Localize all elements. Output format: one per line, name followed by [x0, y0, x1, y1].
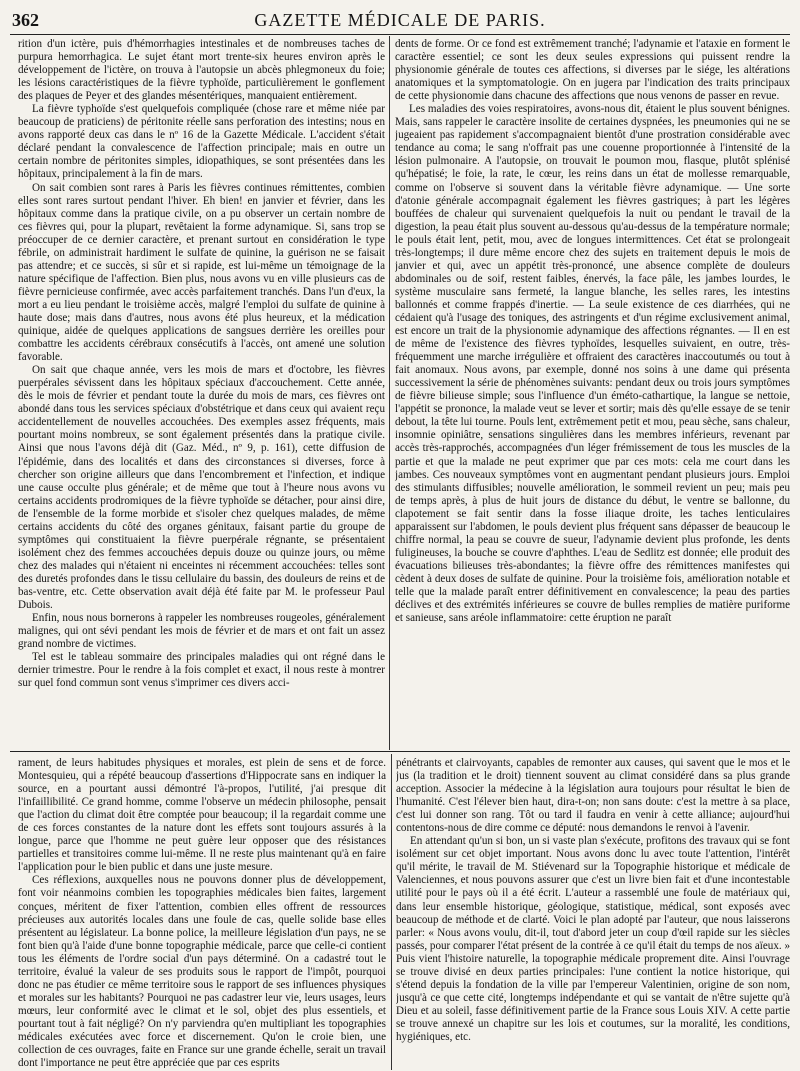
- paragraph: Tel est le tableau sommaire des principales maladies qui ont régné dans le dernier trimestre. Pour le rendre à la fois complet et exact, il nous reste à montrer sur quel fond commun sont venus s'imprimer ces divers acci-: [18, 651, 385, 690]
- paragraph: Enfin, nous nous bornerons à rappeler les nombreuses rougeoles, généralement malignes, qui ont sévi pendant les mois de février et de mars et ont fait un assez grand nombre de victimes.: [18, 612, 385, 651]
- paragraph: Ces réflexions, auxquelles nous ne pouvons donner plus de développement, font voir néanmoins combien les topographies médicales bien faites, largement conçues, méritent de fixer l'attention, combien elles offrent de ressources précieuses aux autorités locales dans une foule de cas, quelle solide base elles présentent au législateur. La bonne police, la meilleure législation d'un pays, ne se font bien qu'à l'aide d'une bonne topographie médicale, parce que celle-ci contient tous les éléments de l'ordre social d'un pays déterminé. On a cadastré tout le territoire, évalué la valeur de ses produits sous le rapport de l'impôt, pourquoi donc ne pas étudier ce même territoire sous le rapport de ses influences physiques et morales sur les habitants? Pourquoi ne pas cadastrer leur vie, leurs usages, leurs mœurs, leur conformité avec le climat et le sol, objet des plus essentiels, et pourtant tout à fait négligé? On n'y parviendra qu'en multipliant les topographies médicales exécutées avec force et discernement. Qu'on le croie bien, une collection de ces ouvrages, faite en France sur une grande échelle, serait un travail dont l'importance ne peut être appréciée que par ces esprits: [18, 874, 386, 1068]
- paragraph: pénétrants et clairvoyants, capables de remonter aux causes, qui savent que le mos et le jus (la tradition et le droit) tiennent souvent au climat considéré dans sa plus grande acception. Associer la médecine à la législation aura toujours pour résultat le bien de l'humanité. C'est l'élever bien haut, dira-t-on; non sans doute: c'est la mettre à sa place, c'est lui donner son rang. Tôt ou tard il faudra en venir à cette alliance; aujourd'hui contentons-nous de dire comme ce député: nous demandons le renvoi à l'avenir.: [396, 757, 790, 835]
- paragraph: rament, de leurs habitudes physiques et morales, est plein de sens et de force. Montesquieu, qui a répété beaucoup d'assertions d'Hippocrate sans en indiquer la source, en a pourtant aussi démontré l'à-propos, l'utilité, j'ai presque dit l'infaillibilité. Ce grand homme, comme l'observe un médecin philosophe, pensait que l'action du climat doit être comptée pour beaucoup; il la regardait comme une de ces forces constantes de la nature dont les effets sont toujours assurés à la longue, parce que l'homme ne peut guère leur opposer que des résistances partielles et transitoires comme lui-même. Il ne reste plus maintenant qu'à en faire l'application pour le bien public et dans une juste mesure.: [18, 757, 386, 874]
- column-rule: [391, 754, 392, 1070]
- section-divider: [10, 751, 790, 752]
- paragraph: Les maladies des voies respiratoires, avons-nous dit, étaient le plus souvent bénignes. Mais, sans rappeler le caractère insolite de certaines dyspnées, les pneumonies qui ne se jugeaient pas rapidement s'accompagnaient bientôt d'une prostration considérable avec tendance au coma; le sang n'offrait pas une couenne proportionnée à l'intensité de la lésion pulmonaire. A l'autopsie, on trouvait le poumon mou, flasque, plutôt splénisé qu'hépatisé; le foie, la rate, le cœur, les reins dans un état de mollesse remarquable, comme on l'observe si souvent dans la véritable fièvre adynamique. — Une sorte d'atonie générale accompagnait également les fièvres gastriques; à part les légères bouffées de chaleur qui survenaient quelquefois la nuit ou pendant le travail de la digestion, la peau était plus souvent au-dessous qu'au-dessus de la température normale; le pouls était lent, petit, mou, avec de longues intermittences. Cet état se prolongeait très-longtemps; il dure même encore chez des sujets en traitement depuis le mois de janvier et qui, avec un appétit très-prononcé, une absence complète de douleurs abdominales ou de soif, restent faibles, énervés, la face pâle, les jambes lourdes, le système musculaire sans fermeté, la langue blanche, les selles rares, les intestins ballonnés et comme frappés d'inertie. — La seule existence de ces diarrhées, qui ne cédaient qu'à l'usage des toniques, des astringents et d'un régime exclusivement animal, est encore un trait de la physionomie adynamique des affections régnantes. — Il en est de même de l'existence des fièvres typhoïdes, lesquelles suivaient, en outre, très-fréquemment une marche irrégulière et offraient des caractères inaccoutumés ou tout à fait anomaux. Nous avons, par exemple, donné nos soins à une dame qui présenta successivement la série de phénomènes suivants: pendant deux ou trois jours symptômes de fièvre bilieuse simple; sous l'influence d'un éméto-cathartique, la langue se nettoie, l'appétit se prononce, la malade veut se lever et sortir; mais dès qu'elle essaye de se tenir debout, la tête lui tourne. Pouls lent, extrêmement petit et mou, peau sèche, sans chaleur, insomnie opiniâtre, sensations singulières dans les membres inférieurs, revenant par accès très-rapprochés, accompagnées d'un léger frémissement de tous les muscles de la partie et que la malade ne peut exprimer que par ces mots: cela me court dans les jambes. Ces nouveaux symptômes vont en augmentant pendant plusieurs jours. Emploi des stimulants diffusibles; nouvelle amélioration, le sommeil revient un peu; mais peu de temps après, à plus de huit jours de distance du début, le ventre se ballonne, du clapotement se fait sentir dans la fosse iliaque droite, les taches lenticulaires apparaissent sur l'abdomen, le pouls devient plus fréquent sans dépasser de beaucoup le chiffre normal, la peau se couvre de sueur, l'adynamie devient plus profonde, les dents fuligineuses, la bouche se couvre d'aphthes. L'eau de Sedlitz est donnée; elle produit des évacuations bilieuses très-abondantes; la fièvre offre des rémittences manifestes qui cèdent à deux doses de sulfate de quinine. Pour la troisième fois, amélioration notable et telle que la malade paraît entrer définitivement en convalescence; la peau des parties déclives et des extrémités inférieures se couvre de bulles remplies de matière puriforme et sanieuse, sans aréole inflammatoire: cette éruption ne paraît: [395, 103, 790, 625]
- column-top-right: [395, 38, 790, 749]
- paragraph: On sait combien sont rares à Paris les fièvres continues rémittentes, combien elles sont rares surtout pendant l'hiver. Eh bien! en janvier et février, dans les hôpitaux comme dans la pratique civile, on a pu observer un certain nombre de ces fièvres qui, pour la plupart, revêtaient la forme adynamique. Si, sans trop se préoccuper de ce dernier caractère, et prenant surtout en considération le type fébrile, on administrait hardiment le sulfate de quinine, la guérison ne se faisait pas attendre; et ce succès, si sûr et si rapide, est lui-même un témoignage de la nature spécifique de l'affection. Bien plus, nous avons vu en ville plusieurs cas de fièvre pernicieuse confirmée, avec accès parfaitement tranchés. Dans l'un d'eux, la mort a eu lieu pendant le troisième accès, malgré l'emploi du sulfate de quinine à haute dose; mais dans d'autres, nous avons été plus heureux, et la médication quinique, aidée de quelques applications de sangsues derrière les oreilles pour combattre les accidents cérébraux consécutifs à l'accès, ont amené une solution favorable.: [18, 181, 385, 364]
- column-rule: [389, 36, 390, 750]
- paragraph: On sait que chaque année, vers les mois de mars et d'octobre, les fièvres puerpérales sévissent dans les hôpitaux spéciaux d'accouchement. Cette année, dès le mois de février et pendant toute la durée du mois de mars, ces fièvres ont abondé dans tous les services spéciaux d'obstétrique et dans ceux qui avaient reçu accidentellement de nouvelles accouchées. Des exemples assez fréquents, mais pourtant moins nombreux, se sont également présentés dans la pratique civile. Ainsi que nous l'avons déjà dit (Gaz. Méd., nº 9, p. 161), cette diffusion de l'épidémie, dans des localités et dans des circonstances si diverses, force à chercher son origine ailleurs que dans l'encombrement et l'infection, et indique une cause occulte plus générale; et de même que tout à l'heure nous avons vu certains accidents prodromiques de la fièvre typhoïde se détacher, pour ainsi dire, de l'ensemble de la forme morbide et s'isoler chez quelques malades, de même certains accidents du côté des organes génitaux, faisant partie du groupe de symptômes qui constituaient la fièvre puerpérale régnante, se présentaient isolément chez des femmes accouchées depuis douze ou quinze jours, ou même chez des malades qui n'étaient ni enceintes ni récemment accouchées: telles sont des duretés profondes dans le tissu cellulaire du bassin, des douleurs de reins et de bas-ventre, etc. Cette observation avait déjà été faite par M. le professeur Paul Dubois.: [18, 364, 385, 612]
- page-header: [10, 8, 790, 35]
- column-bottom-right: [396, 757, 790, 1068]
- column-bottom-left: [18, 757, 386, 1068]
- paragraph: La fièvre typhoïde s'est quelquefois compliquée (chose rare et même niée par beaucoup de praticiens) de péritonite réelle sans perforation des intestins; nous en avons rapporté deux cas dans le nº 16 de la Gazette Médicale. L'accident s'était déclaré pendant la convalescence de l'affection principale; mais en outre un certain nombre de péritonites simples, idiopathiques, se sont présentées dans les hôpitaux, principalement à la fin de mars.: [18, 103, 385, 181]
- page-number: 362: [12, 10, 39, 30]
- column-top-left: [18, 38, 385, 749]
- paragraph: dents de forme. Or ce fond est extrêmement tranché; l'adynamie et l'ataxie en forment le caractère essentiel; ce sont les deux seules expressions qui puissent rendre la physionomie générale de toutes ces affections, si diverses par le siége, les altérations anatomiques et la symptomatologie. On en jugera par l'indication des traits principaux de cette physionomie dans chacune des affections que nous venons de passer en revue.: [395, 38, 790, 103]
- journal-title: GAZETTE MÉDICALE DE PARIS.: [254, 10, 546, 30]
- paragraph: rition d'un ictère, puis d'hémorrhagies intestinales et de nombreuses taches de purpura hemorrhagica. Le sujet étant mort trente-six heures environ après le développement de l'ictère, on trouva à l'autopsie un abcès phlegmoneux du foie; les lésions caractéristiques de la fièvre typhoïde, particulièrement le gonflement des plaques de Peyer et des glandes mésentériques, manquaient entièrement.: [18, 38, 385, 103]
- paragraph: En attendant qu'un si bon, un si vaste plan s'exécute, profitons des travaux qui se font isolément sur cet objet important. Nous avons donc lu avec toute l'attention, l'intérêt qu'il mérite, le travail de M. Stiévenard sur la Topographie historique et médicale de Valenciennes, et nous pouvons assurer que c'est un livre bien fait et d'une incontestable utilité pour le pays où il a été écrit. L'auteur a rassemblé une foule de matériaux qui, dans leur ensemble historique, géologique, statistique, médical, sont exposés avec beaucoup de méthode et de clarté. Voici le plan adopté par l'auteur, que nous laisserons parler: « Nous avons voulu, dit-il, tout d'abord jeter un coup d'œil rapide sur les siècles passés, pour comparer l'état présent de la contrée à ce qu'il était du temps de nos aïeux. » Puis vient l'histoire naturelle, la topographie médicale proprement dite. Ainsi l'ouvrage se trouve divisé en deux parties principales: l'une contient la notice historique, qui s'étend depuis la fondation de la ville par l'empereur Valentinien, origine de son nom, jusqu'à ce que cette cité, longtemps indépendante et qui se vantait de n'être sujette qu'à Dieu et au soleil, fasse définitivement partie de la France sous Louis XIV. A cette partie se trouve annexé un chapitre sur les lois et coutumes, sur la moralité, les conditions, hygiéniques, etc.: [396, 835, 790, 1043]
